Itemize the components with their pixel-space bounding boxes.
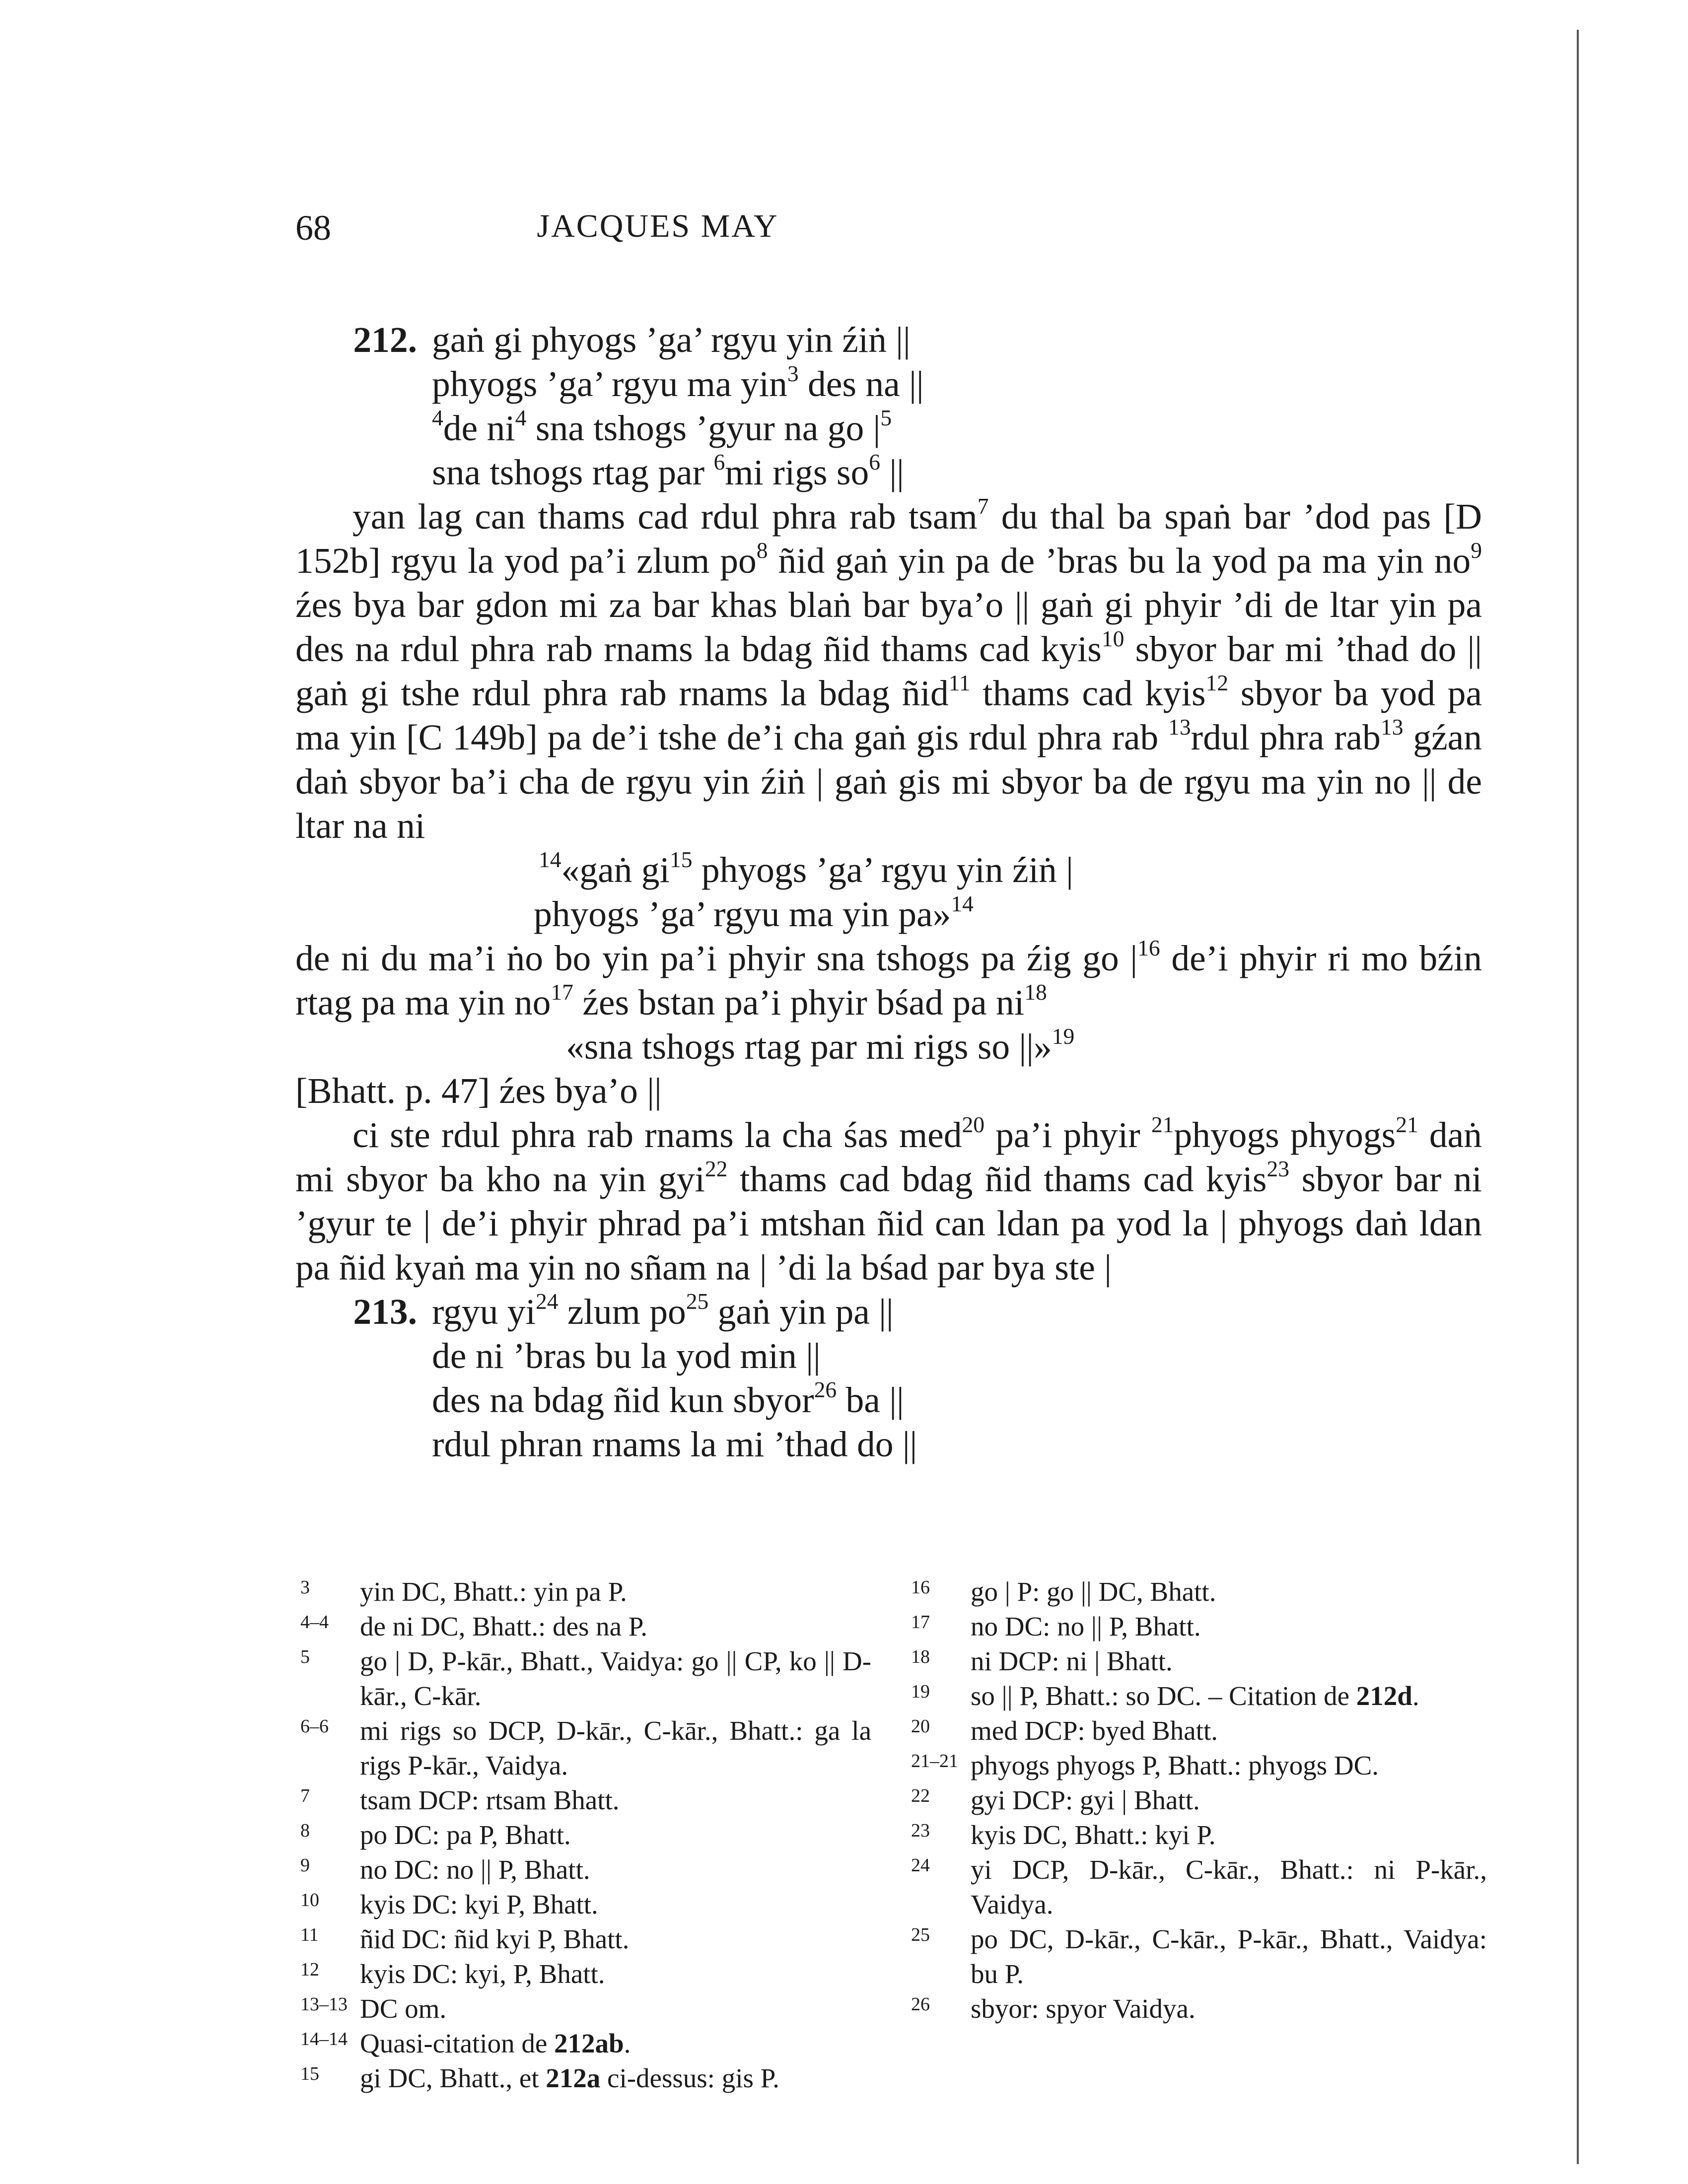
footnote xyxy=(300,1991,871,2026)
footnote-number: 25 xyxy=(911,1924,930,1945)
footnote-ref: 13 xyxy=(1168,714,1191,740)
footnote-ref: 10 xyxy=(1101,625,1125,651)
footnote xyxy=(911,1644,1487,1679)
footnote-text: po DC, D-kār., C-kār., P-kār., Bhatt., Vaidya: bu P. xyxy=(971,1924,1487,1989)
footnote xyxy=(300,1713,871,1783)
commentary-paragraph: ci ste rdul phra rab rnams la cha śas med$^{20}$ pa’i phyir $^{21}$phyogs phyogs$^{21}$ daṅ mi sbyor ba kho na yin gyi$^{22}$ thams cad bdag ñid thams cad kyis$^{23}$ sbyor bar ni ’gyur te | de’i phyir phrad pa’i mtshan ñid can ldan pa yod la | phyogs daṅ ldan pa ñid kyaṅ ma yin no sñam na | ’di la bśad par bya ste | xyxy=(295,1111,1482,1288)
footnote xyxy=(911,1852,1487,1922)
footnote-text: sbyor: spyor Vaidya. xyxy=(971,1993,1196,2024)
footnote-text: yin DC, Bhatt.: yin pa P. xyxy=(360,1576,627,1607)
footnote-number: 10 xyxy=(300,1890,319,1911)
verse-number: 213. xyxy=(353,1292,417,1332)
footnote-text: gyi DCP: gyi | Bhatt. xyxy=(971,1785,1200,1815)
footnotes-left-column xyxy=(300,1574,871,2096)
footnote-ref: 22 xyxy=(704,1156,728,1181)
footnote xyxy=(911,1609,1487,1644)
footnote-ref: 14 xyxy=(951,890,974,916)
footnote-text: kyis DC: kyi, P, Bhatt. xyxy=(360,1959,605,1989)
footnote-number: 6–6 xyxy=(300,1716,329,1737)
footnote xyxy=(911,1748,1487,1783)
verse-line: des na bdag ñid kun sbyor$^{26}$ ba || xyxy=(432,1376,904,1420)
footnote-number: 8 xyxy=(300,1820,310,1841)
main-text xyxy=(295,318,1482,1466)
footnote-number: 12 xyxy=(300,1959,319,1980)
footnote-number: 18 xyxy=(911,1646,930,1667)
page-header xyxy=(295,207,1020,262)
commentary-paragraph: yan lag can thams cad rdul phra rab tsam$^7$ du thal ba spaṅ bar ’dod pas [D 152b] rgyu la yod pa’i zlum $po^8$ ñid gaṅ yin pa de ’bras bu la yod pa ma yin $no^9$ źes bya bar gdon mi za bar khas blaṅ bar bya’o || gaṅ gi phyir ’di de ltar yin pa des na rdul phra rab rnams la bdag ñid thams cad kyis$^{10}$ sbyor bar mi ’thad do || gaṅ gi tshe rdul phra rab rnams la bdag ñid$^{11}$ thams cad kyis$^{12}$ sbyor ba yod pa ma yin [C 149b] pa de’i tshe de’i cha gaṅ gis rdul phra rab $^{13}$rdul phra rab$^{13}$ gźan daṅ sbyor ba’i cha de rgyu yin źiṅ | gaṅ gis mi sbyor ba de rgyu ma yin no || de ltar na ni xyxy=(295,493,1482,846)
footnote-ref: 26 xyxy=(814,1376,837,1402)
footnote-ref: 4 xyxy=(515,405,527,430)
footnote-text: med DCP: byed Bhatt. xyxy=(971,1715,1218,1746)
footnote-text: phyogs phyogs P, Bhatt.: phyogs DC. xyxy=(971,1750,1379,1780)
verse-line: rgyu $yi^{24}$ zlum $po^{25}$ gaṅ yin pa || xyxy=(432,1288,894,1332)
footnote-number: 7 xyxy=(300,1785,310,1806)
footnote-ref: 25 xyxy=(686,1288,709,1314)
footnote-number: 3 xyxy=(300,1577,310,1598)
footnote-ref: 4 xyxy=(432,405,443,430)
footnote-ref: 7 xyxy=(977,493,989,519)
footnote-text: go | D, P-kār., Bhatt., Vaidya: go || CP, ko || D-kār., C-kār. xyxy=(360,1646,871,1711)
footnote xyxy=(300,1574,871,1609)
footnote-text: ni DCP: ni | Bhatt. xyxy=(971,1646,1173,1676)
footnote xyxy=(300,1922,871,1957)
footnote-number: 4–4 xyxy=(300,1612,329,1633)
footnote-text: ñid DC: ñid kyi P, Bhatt. xyxy=(360,1924,630,1954)
footnote-text: go | P: go || DC, Bhatt. xyxy=(971,1576,1216,1607)
footnote-number: 16 xyxy=(911,1577,930,1598)
footnote-number: 20 xyxy=(911,1716,930,1737)
footnote xyxy=(300,1852,871,1887)
verse-line: gaṅ gi phyogs ’ga’ rgyu yin źiṅ || xyxy=(432,320,911,360)
footnote xyxy=(300,1957,871,1991)
footnote-ref: 6 xyxy=(869,449,880,475)
footnote-ref: 14 xyxy=(539,846,562,872)
footnotes-right-column xyxy=(911,1574,1487,2026)
footnote-text: kyis DC: kyi P, Bhatt. xyxy=(360,1889,598,1919)
footnote-number: 5 xyxy=(300,1646,310,1667)
footnote xyxy=(911,1922,1487,1991)
page-number: 68 xyxy=(295,208,331,248)
footnote xyxy=(911,1713,1487,1748)
footnote-number: 24 xyxy=(911,1855,930,1876)
footnote-text: tsam DCP: rtsam Bhatt. xyxy=(360,1785,620,1815)
footnote-ref: 17 xyxy=(551,979,573,1005)
footnote-ref: 23 xyxy=(1266,1156,1290,1181)
footnote xyxy=(300,1609,871,1644)
footnote-number: 21–21 xyxy=(911,1751,958,1772)
verse-line: rdul phran rnams la mi ’thad do || xyxy=(432,1424,917,1464)
footnote-number: 11 xyxy=(300,1924,319,1945)
page-edge-line xyxy=(1577,30,1579,2164)
footnote-number: 26 xyxy=(911,1994,930,2015)
footnote-text: yi DCP, D-kār., C-kār., Bhatt.: ni P-kār., Vaidya. xyxy=(971,1854,1487,1919)
footnote-text: kyis DC, Bhatt.: kyi P. xyxy=(971,1820,1216,1850)
footnote xyxy=(300,1644,871,1713)
footnote-ref: 16 xyxy=(1137,935,1160,960)
footnote-text: de ni DC, Bhatt.: des na P. xyxy=(360,1611,648,1641)
footnote xyxy=(300,1887,871,1922)
footnote-ref: 9 xyxy=(1471,537,1482,563)
footnote-ref: 24 xyxy=(535,1288,559,1314)
footnote xyxy=(911,1783,1487,1818)
footnote xyxy=(300,1783,871,1818)
footnote-number: 13–13 xyxy=(300,1994,348,2015)
footnote-ref: 15 xyxy=(669,846,693,872)
footnote-ref: 19 xyxy=(1052,1023,1075,1049)
footnote: 14–14 Quasi-citation de 212ab. xyxy=(300,2028,631,2058)
quasi-citation-line: $^{14}$«gaṅ $gi^{15}$ phyogs ’ga’ rgyu yin źiṅ | xyxy=(539,846,1073,890)
citation-212d: «sna tshogs rtag par mi rigs so ||»$^{19}$ xyxy=(566,1023,1075,1067)
footnote xyxy=(911,1991,1487,2026)
footnote xyxy=(911,1818,1487,1852)
commentary-paragraph: de ni du ma’i ṅo bo yin pa’i phyir sna tshogs pa źig go $|^{16}$ de’i phyir ri mo bźin rtag pa ma yin $no^{17}$ źes bstan pa’i phyir bśad pa $ni^{18}$ xyxy=(295,935,1482,1023)
footnote: 15 gi DC, Bhatt., et 212a ci-dessus: gis P. xyxy=(300,2063,779,2093)
footnote-ref: 3 xyxy=(787,360,799,386)
verse-line: phyogs ’ga’ rgyu ma yin$^3$ des na || xyxy=(432,360,924,404)
footnote-number: 22 xyxy=(911,1785,930,1806)
footnote-ref: 12 xyxy=(1205,670,1229,695)
footnote-ref: 20 xyxy=(962,1111,985,1137)
verse-number: 212. xyxy=(353,320,417,360)
footnote-text: no DC: no || P, Bhatt. xyxy=(360,1854,590,1885)
footnote-ref: 8 xyxy=(756,537,768,563)
verse-213 xyxy=(295,1290,1482,1466)
verse-line: sna tshogs rtag par $^6$mi rigs $so^6$ || xyxy=(432,449,904,492)
footnote: 19 so || P, Bhatt.: so DC. – Citation de 212d. xyxy=(911,1681,1419,1711)
footnote-ref: 11 xyxy=(948,670,971,695)
footnote-ref: 6 xyxy=(713,449,725,475)
footnote xyxy=(911,1574,1487,1609)
footnote-ref: 21 xyxy=(1151,1111,1174,1137)
footnote-ref: 21 xyxy=(1396,1111,1418,1137)
footnote-number: 23 xyxy=(911,1820,930,1841)
footnote-ref: 18 xyxy=(1024,979,1047,1005)
verse-line: $^4$de $ni^4$ sna tshogs ’gyur na go $|^5$ xyxy=(432,405,892,448)
verse-212 xyxy=(295,318,1482,494)
bhatt-reference: [Bhatt. p. 47] źes bya’o || xyxy=(295,1071,662,1111)
footnote-text: po DC: pa P, Bhatt. xyxy=(360,1820,571,1850)
footnote xyxy=(300,1818,871,1852)
verse-line: de ni ’bras bu la yod min || xyxy=(432,1336,821,1376)
footnote-text: no DC: no || P, Bhatt. xyxy=(971,1611,1201,1641)
footnote-text: mi rigs so DCP, D-kār., C-kār., Bhatt.: ga la rigs P-kār., Vaidya. xyxy=(360,1715,871,1780)
quasi-citation-line: phyogs ’ga’ rgyu ma yin pa»$^{14}$ xyxy=(534,890,974,934)
footnote-number: 9 xyxy=(300,1855,310,1876)
footnote-ref: 13 xyxy=(1380,714,1404,740)
footnote-number: 17 xyxy=(911,1612,930,1633)
footnote-text: DC om. xyxy=(360,1993,447,2024)
running-head: JACQUES MAY xyxy=(537,208,779,244)
footnote-ref: 5 xyxy=(880,405,892,430)
